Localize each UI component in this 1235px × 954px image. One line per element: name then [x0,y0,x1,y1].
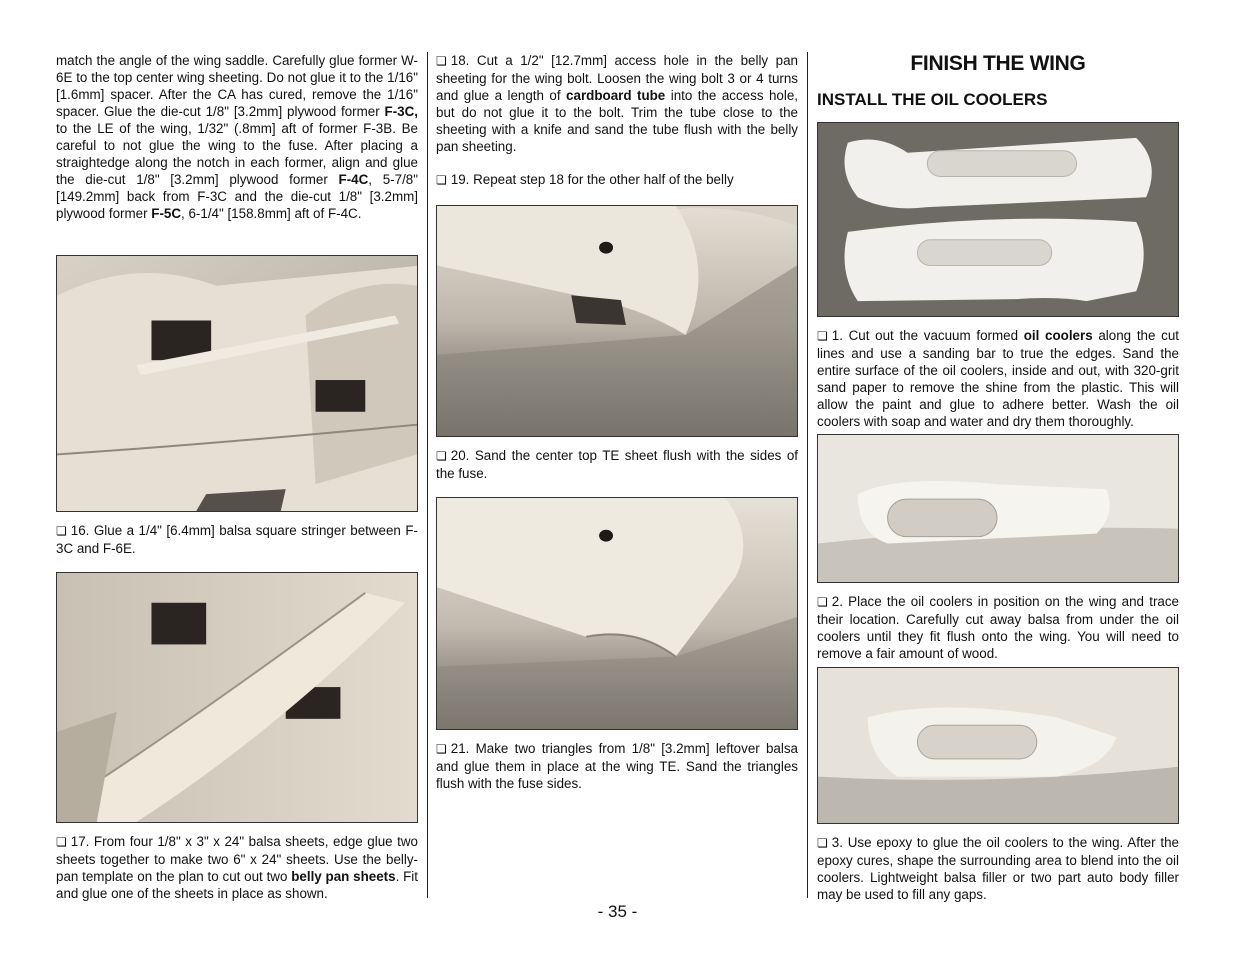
step-2: ❏ 2. Place the oil coolers in position on the wing and trace their location. Carefully cut away balsa from under the oil coolers until they fit flush onto the wing. You will need to remove a fair amount of wood. [817,594,1179,661]
intro-paragraph: match the angle of the wing saddle. Carefully glue former W-6E to the top center wing sheeting. Do not glue it to the 1/16" [1.6mm] spacer. After the CA has cured, remove the 1/16" spacer. Glue the die-cut 1/8" [3.2mm] plywood former F-3C, to the LE of the wing, 1/32" (.8mm] aft of former F-3B. Be careful to not glue the wing to the fuse. After placing a straightedge along the notch in each former, align and glue the die-cut 1/8" [3.2mm] plywood former F-4C, 5-7/8" [149.2mm] back from F-3C and the die-cut 1/8" [3.2mm] plywood former F-5C, 6-1/4" [158.8mm] aft of F-4C. [56,53,418,221]
column-divider-2 [807,52,808,898]
step-16: ❏ 16. Glue a 1/4" [6.4mm] balsa square stringer between F-3C and F-6E. [56,523,418,556]
photo-stringer [56,255,418,512]
step-20: ❏ 20. Sand the center top TE sheet flush with the sides of the fuse. [436,448,798,481]
photo-cooler-glued [817,667,1179,824]
checkbox-icon[interactable]: ❏ [817,595,828,609]
step-18: ❏ 18. Cut a 1/2" [12.7mm] access hole in the belly pan sheeting for the wing bolt. Loosen the wing bolt 3 or 4 turns and glue a length of cardboard tube into the access hole, but do not glue it to the bolt. Trim the tube close to the sheeting with a knife and sand the tube flush with the belly pan sheeting. [436,53,799,154]
photo-te-sheet [436,497,798,730]
checkbox-icon[interactable]: ❏ [817,836,828,850]
step-17: ❏ 17. From four 1/8" x 3" x 24" balsa sheets, edge glue two sheets together to make two 6" x 24" sheets. Use the belly-pan template on the plan to cut out two belly pan sheets. Fit and glue one of the sheets in place as shown. [56,834,418,901]
page-number: - 35 - [597,902,638,921]
photo-oil-coolers [817,122,1179,317]
step-3: ❏ 3. Use epoxy to glue the oil coolers to the wing. After the epoxy cures, shape the surrounding area to blend into the oil coolers. Lightweight balsa filler or two part auto body filler may be used to fill any gaps. [817,835,1179,902]
checkbox-icon[interactable]: ❏ [436,742,447,756]
photo-cooler-position [817,434,1179,583]
column-left [56,52,418,901]
photo-access-hole [436,205,798,437]
checkbox-icon[interactable]: ❏ [436,449,447,463]
column-right [817,52,1179,902]
step-19: ❏ 19. Repeat step 18 for the other half of the belly [436,172,734,187]
column-middle [436,52,799,791]
checkbox-icon[interactable]: ❏ [56,524,67,538]
checkbox-icon[interactable]: ❏ [56,835,67,849]
column-divider-1 [427,52,428,898]
step-21: ❏ 21. Make two triangles from 1/8" [3.2mm] leftover balsa and glue them in place at the wing TE. Sand the triangles flush with the fuse sides. [436,741,798,791]
photo-belly-pan [56,572,418,823]
checkbox-icon[interactable]: ❏ [436,173,447,187]
section-subtitle: INSTALL THE OIL COOLERS [817,90,1048,109]
step-1: ❏ 1. Cut out the vacuum formed oil coolers along the cut lines and use a sanding bar to true the edges. Sand the entire surface of the oil coolers, inside and out, with 320-grit sand paper to remove the shine from the plastic. This will allow the paint and glue to adhere better. Wash the oil coolers with soap and water and dry them thoroughly. [817,328,1179,429]
checkbox-icon[interactable]: ❏ [817,329,828,343]
section-title: FINISH THE WING [910,52,1086,75]
checkbox-icon[interactable]: ❏ [436,54,447,68]
